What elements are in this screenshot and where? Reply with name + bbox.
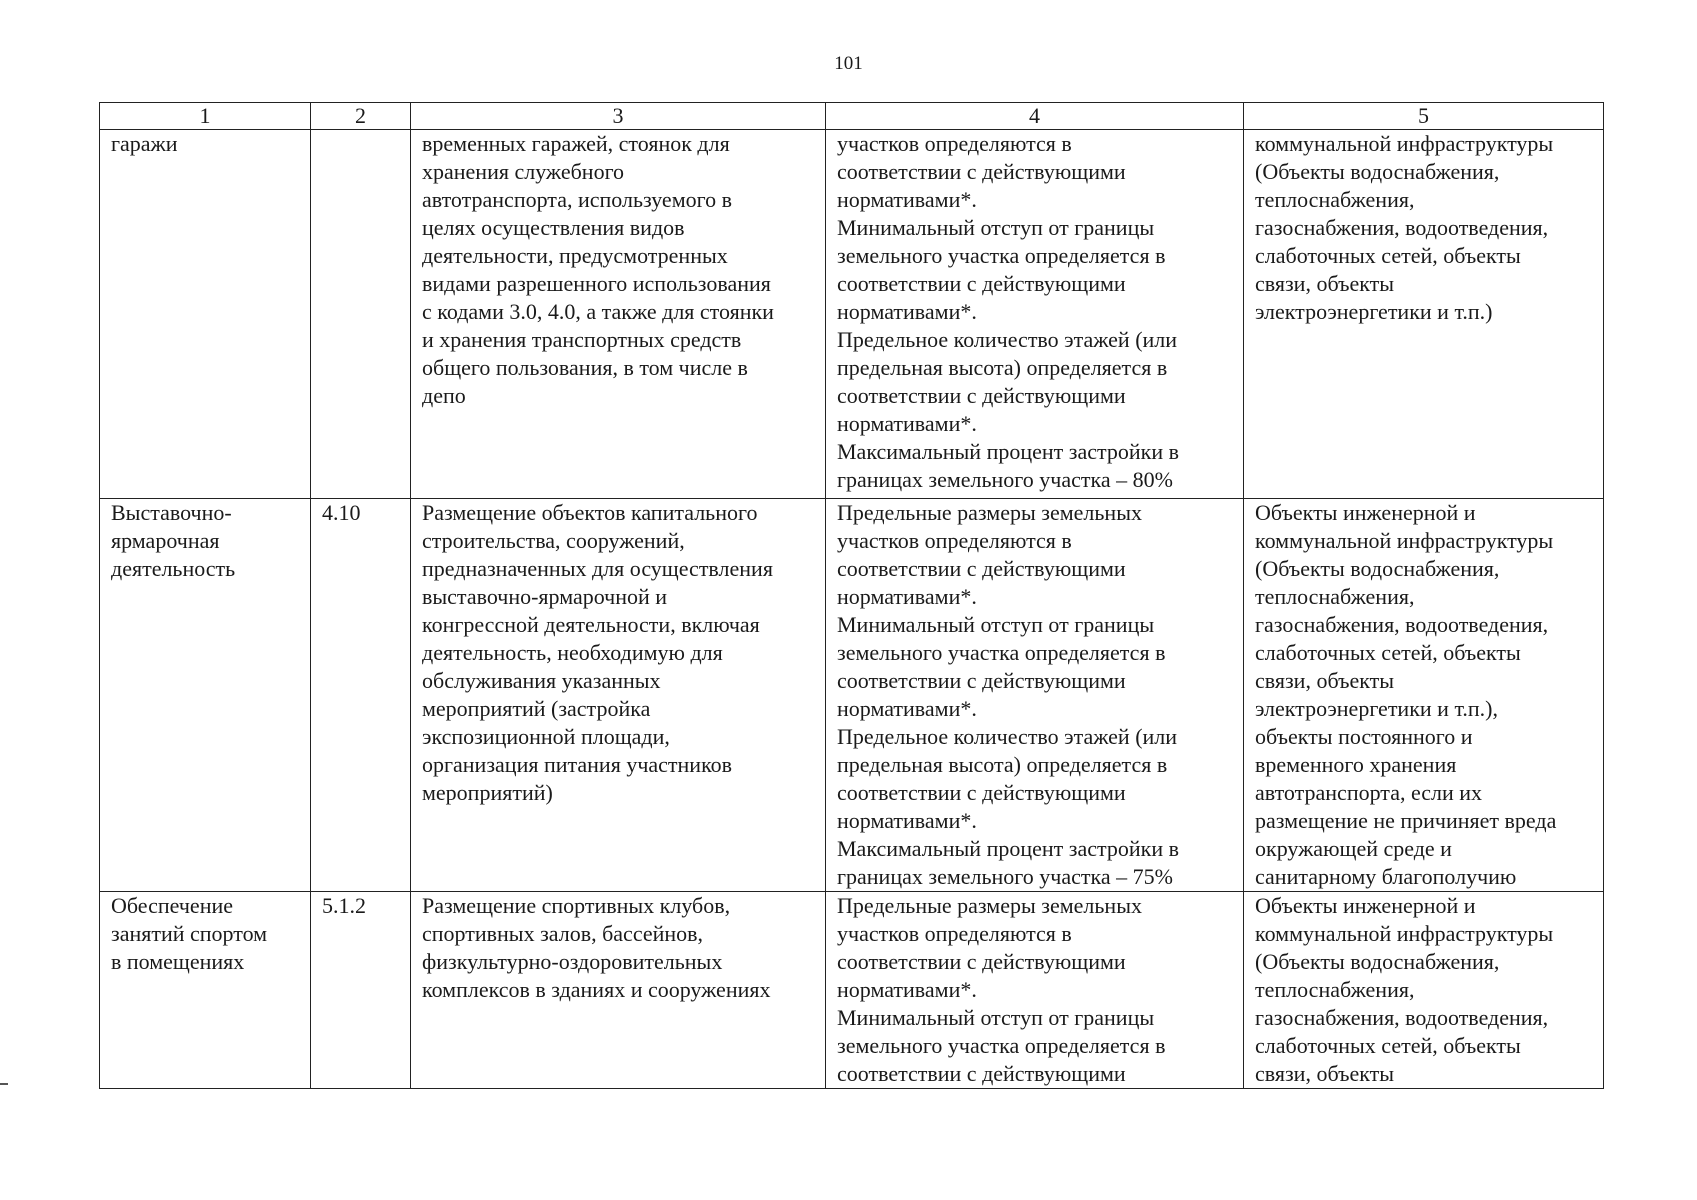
parameters-cell bbox=[826, 499, 1244, 892]
scan-edge-mark bbox=[0, 1083, 8, 1085]
cell-text-line: занятий спортом bbox=[111, 921, 268, 946]
cell-text-line: окружающей среде и bbox=[1255, 836, 1452, 861]
cell-text-line: и хранения транспортных средств bbox=[422, 327, 742, 352]
cell-text-line: границах земельного участка – 80% bbox=[837, 467, 1173, 492]
cell-text-line: газоснабжения, водоотведения, bbox=[1255, 1005, 1549, 1030]
cell-text-line: соответствии с действующими bbox=[837, 668, 1126, 693]
auxiliary-uses-cell bbox=[1244, 499, 1604, 892]
cell-text-line: Предельные размеры земельных bbox=[837, 500, 1142, 525]
cell-text-line: объекты постоянного и bbox=[1255, 724, 1473, 749]
cell-text-line: (Объекты водоснабжения, bbox=[1255, 949, 1500, 974]
cell-text-line: коммунальной инфраструктуры bbox=[1255, 528, 1554, 553]
cell-text-line: мероприятий) bbox=[422, 780, 553, 805]
cell-text-line: предназначенных для осуществления bbox=[422, 556, 773, 581]
cell-text-line: физкультурно-оздоровительных bbox=[422, 949, 723, 974]
cell-text-line: обслуживания указанных bbox=[422, 668, 661, 693]
cell-text-line: нормативами*. bbox=[837, 808, 977, 833]
use-name-cell bbox=[100, 130, 311, 499]
use-description-cell bbox=[411, 499, 826, 892]
cell-text-line: слаботочных сетей, объекты bbox=[1255, 640, 1521, 665]
cell-text-line: земельного участка определяется в bbox=[837, 1033, 1166, 1058]
cell-text-line: в помещениях bbox=[111, 949, 245, 974]
cell-text-line: выставочно-ярмарочной и bbox=[422, 584, 668, 609]
parameters-cell bbox=[826, 130, 1244, 499]
table-row bbox=[100, 130, 1604, 499]
cell-text-line: деятельности, предусмотренных bbox=[422, 243, 728, 268]
use-description-cell bbox=[411, 130, 826, 499]
cell-text-line: Предельные размеры земельных bbox=[837, 893, 1142, 918]
cell-text-line: видами разрешенного использования bbox=[422, 271, 771, 296]
cell-text-line: мероприятий (застройка bbox=[422, 696, 651, 721]
cell-text-line: спортивных залов, бассейнов, bbox=[422, 921, 704, 946]
cell-text-line: нормативами*. bbox=[837, 299, 977, 324]
parameters-cell bbox=[826, 892, 1244, 1089]
cell-text-line: предельная высота) определяется в bbox=[837, 355, 1168, 380]
table-row bbox=[100, 499, 1604, 892]
cell-text-line: Размещение объектов капитального bbox=[422, 500, 758, 525]
cell-text-line: (Объекты водоснабжения, bbox=[1255, 159, 1500, 184]
cell-text-line: временного хранения bbox=[1255, 752, 1457, 777]
cell-text-line: связи, объекты bbox=[1255, 668, 1395, 693]
column-header-5: 5 bbox=[1244, 103, 1604, 130]
cell-text-line: соответствии с действующими bbox=[837, 780, 1126, 805]
cell-text-line: гаражи bbox=[111, 131, 178, 156]
table-row bbox=[100, 892, 1604, 1089]
cell-text-line: нормативами*. bbox=[837, 411, 977, 436]
cell-text-line: хранения служебного bbox=[422, 159, 625, 184]
cell-text-line: 4.10 bbox=[322, 500, 361, 525]
cell-text-line: общего пользования, в том числе в bbox=[422, 355, 748, 380]
cell-text-line: с кодами 3.0, 4.0, а также для стоянки bbox=[422, 299, 774, 324]
cell-text-line: соответствии с действующими bbox=[837, 949, 1126, 974]
cell-text-line: электроэнергетики и т.п.), bbox=[1255, 696, 1498, 721]
use-code-cell bbox=[311, 130, 411, 499]
cell-text-line: строительства, сооружений, bbox=[422, 528, 685, 553]
cell-text-line: газоснабжения, водоотведения, bbox=[1255, 612, 1549, 637]
use-code-cell bbox=[311, 499, 411, 892]
cell-text-line: ярмарочная bbox=[111, 528, 220, 553]
cell-text-line: нормативами*. bbox=[837, 696, 977, 721]
cell-text-line: газоснабжения, водоотведения, bbox=[1255, 215, 1549, 240]
cell-text-line: участков определяются в bbox=[837, 921, 1072, 946]
cell-text-line: Минимальный отступ от границы bbox=[837, 215, 1155, 240]
cell-text-line: нормативами*. bbox=[837, 584, 977, 609]
cell-text-line: слаботочных сетей, объекты bbox=[1255, 243, 1521, 268]
cell-text-line: экспозиционной площади, bbox=[422, 724, 670, 749]
cell-text-line: депо bbox=[422, 383, 466, 408]
cell-text-line: (Объекты водоснабжения, bbox=[1255, 556, 1500, 581]
column-header-3: 3 bbox=[411, 103, 826, 130]
regulation-table bbox=[99, 102, 1604, 1089]
cell-text-line: временных гаражей, стоянок для bbox=[422, 131, 730, 156]
cell-text-line: Объекты инженерной и bbox=[1255, 893, 1476, 918]
cell-text-line: автотранспорта, используемого в bbox=[422, 187, 732, 212]
use-name-cell bbox=[100, 892, 311, 1089]
cell-text-line: соответствии с действующими bbox=[837, 556, 1126, 581]
cell-text-line: нормативами*. bbox=[837, 977, 977, 1002]
use-code-cell bbox=[311, 892, 411, 1089]
cell-text-line: предельная высота) определяется в bbox=[837, 752, 1168, 777]
cell-text-line: теплоснабжения, bbox=[1255, 584, 1415, 609]
cell-text-line: соответствии с действующими bbox=[837, 271, 1126, 296]
cell-text-line: теплоснабжения, bbox=[1255, 187, 1415, 212]
column-header-2: 2 bbox=[311, 103, 411, 130]
auxiliary-uses-cell bbox=[1244, 130, 1604, 499]
cell-text-line: целях осуществления видов bbox=[422, 215, 685, 240]
cell-text-line: Предельное количество этажей (или bbox=[837, 327, 1178, 352]
cell-text-line: комплексов в зданиях и сооружениях bbox=[422, 977, 771, 1002]
cell-text-line: Объекты инженерной и bbox=[1255, 500, 1476, 525]
cell-text-line: электроэнергетики и т.п.) bbox=[1255, 299, 1493, 324]
cell-text-line: конгрессной деятельности, включая bbox=[422, 612, 760, 637]
use-name-cell bbox=[100, 499, 311, 892]
cell-text-line: Выставочно- bbox=[111, 500, 232, 525]
cell-text-line: размещение не причиняет вреда bbox=[1255, 808, 1557, 833]
cell-text-line: соответствии с действующими bbox=[837, 1061, 1126, 1086]
cell-text-line: соответствии с действующими bbox=[837, 159, 1126, 184]
cell-text-line: соответствии с действующими bbox=[837, 383, 1126, 408]
cell-text-line: автотранспорта, если их bbox=[1255, 780, 1483, 805]
cell-text-line: Максимальный процент застройки в bbox=[837, 836, 1179, 861]
use-description-cell bbox=[411, 892, 826, 1089]
cell-text-line: земельного участка определяется в bbox=[837, 243, 1166, 268]
cell-text-line: Обеспечение bbox=[111, 893, 233, 918]
cell-text-line: границах земельного участка – 75% bbox=[837, 864, 1173, 889]
cell-text-line: Минимальный отступ от границы bbox=[837, 1005, 1155, 1030]
cell-text-line: деятельность bbox=[111, 556, 236, 581]
cell-text-line: нормативами*. bbox=[837, 187, 977, 212]
cell-text-line: Максимальный процент застройки в bbox=[837, 439, 1179, 464]
cell-text-line: связи, объекты bbox=[1255, 1061, 1395, 1086]
auxiliary-uses-cell bbox=[1244, 892, 1604, 1089]
cell-text-line: Минимальный отступ от границы bbox=[837, 612, 1155, 637]
cell-text-line: коммунальной инфраструктуры bbox=[1255, 131, 1554, 156]
cell-text-line: коммунальной инфраструктуры bbox=[1255, 921, 1554, 946]
cell-text-line: связи, объекты bbox=[1255, 271, 1395, 296]
cell-text-line: участков определяются в bbox=[837, 528, 1072, 553]
cell-text-line: слаботочных сетей, объекты bbox=[1255, 1033, 1521, 1058]
cell-text-line: деятельность, необходимую для bbox=[422, 640, 723, 665]
cell-text-line: 5.1.2 bbox=[322, 893, 366, 918]
cell-text-line: участков определяются в bbox=[837, 131, 1072, 156]
cell-text-line: Предельное количество этажей (или bbox=[837, 724, 1178, 749]
cell-text-line: организация питания участников bbox=[422, 752, 733, 777]
cell-text-line: Размещение спортивных клубов, bbox=[422, 893, 731, 918]
column-header-4: 4 bbox=[826, 103, 1244, 130]
cell-text-line: земельного участка определяется в bbox=[837, 640, 1166, 665]
table-header-row bbox=[100, 103, 1604, 130]
page-number: 101 bbox=[834, 53, 863, 74]
column-header-1: 1 bbox=[100, 103, 311, 130]
cell-text-line: теплоснабжения, bbox=[1255, 977, 1415, 1002]
cell-text-line: санитарному благополучию bbox=[1255, 864, 1517, 889]
